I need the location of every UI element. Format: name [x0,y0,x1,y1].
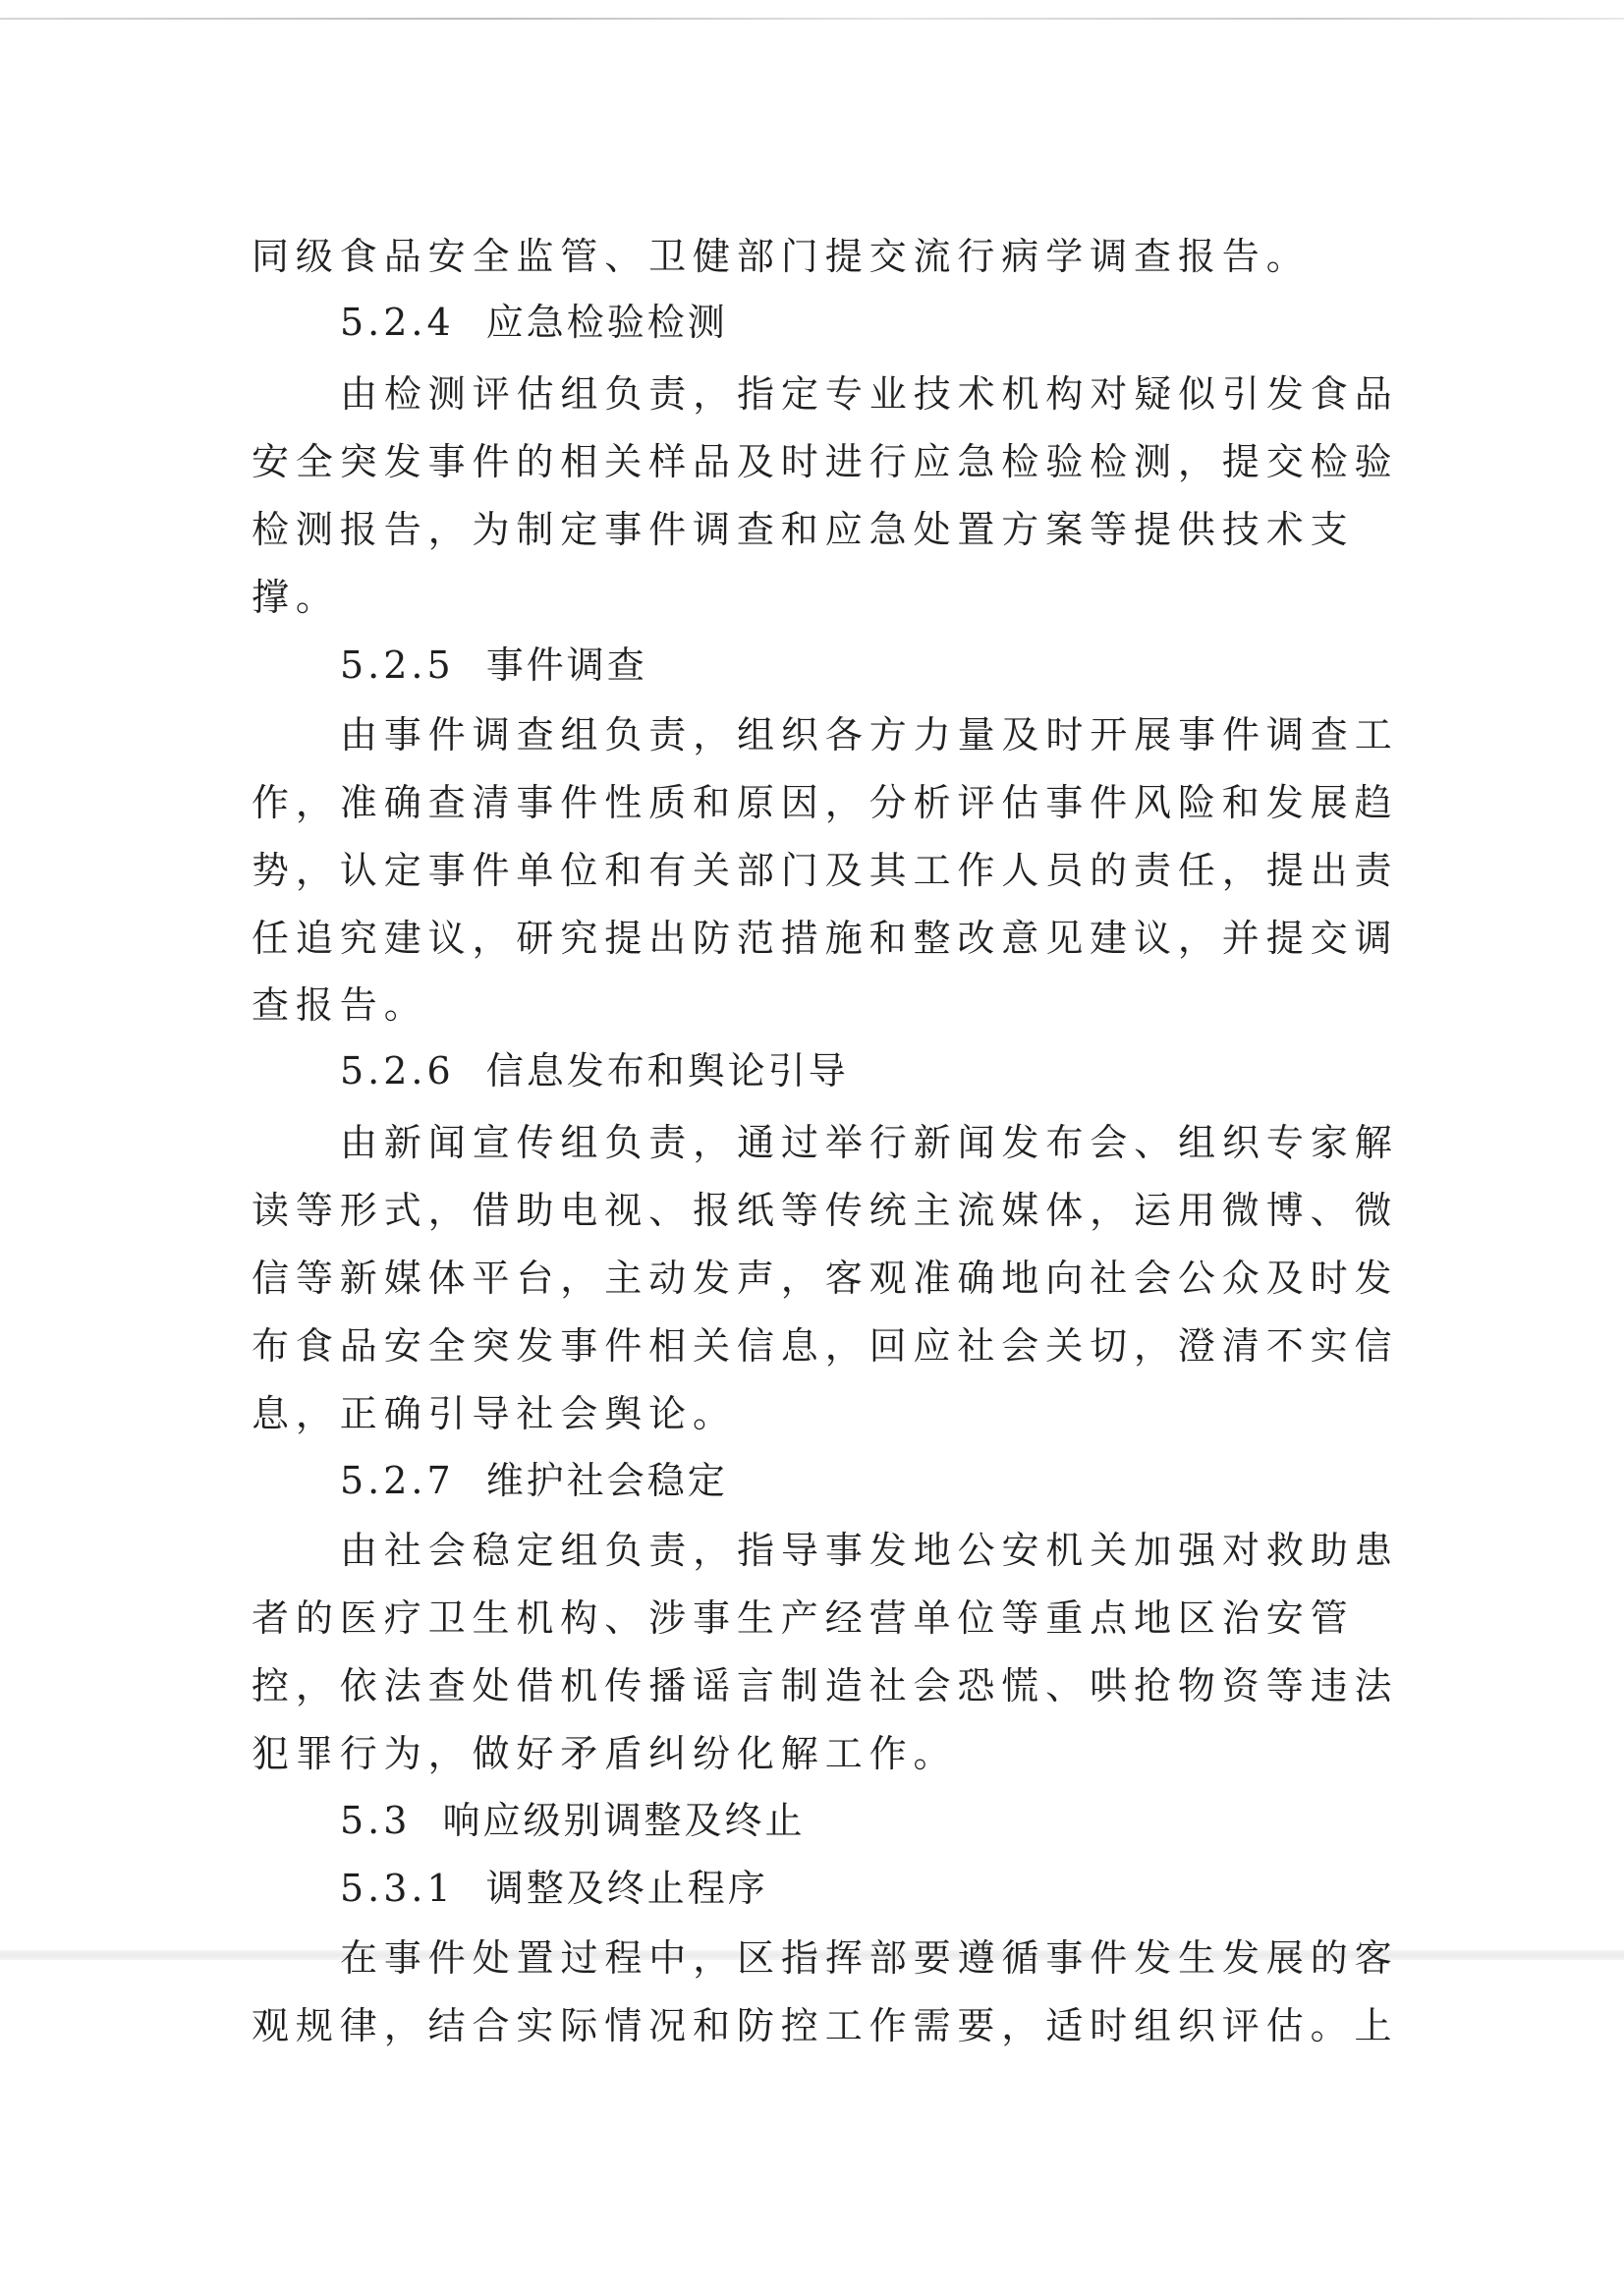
body-line: 由社会稳定组负责，指导事发地公安机关加强对救助患 [340,1529,1399,1572]
body-line: 撑。 [252,576,340,619]
body-line: 安全突发事件的相关样品及时进行应急检验检测，提交检验 [252,440,1399,483]
body-line: 者的医疗卫生机构、涉事生产经营单位等重点地区治安管 [252,1596,1355,1640]
section-title: 信息发布和舆论引导 [485,1049,849,1092]
body-line: 势，认定事件单位和有关部门及其工作人员的责任，提出责 [252,849,1399,892]
section-title: 维护社会稳定 [485,1459,728,1502]
section-heading-5-3 [340,1797,805,1844]
section-heading-5-2-7 [340,1457,728,1504]
section-title: 事件调查 [485,644,647,687]
section-heading-5-2-4 [340,299,728,346]
body-line: 由事件调查组负责，组织各方力量及时开展事件调查工 [340,713,1399,756]
section-number: 5.3 [340,1799,412,1842]
section-number: 5.2.5 [340,644,455,687]
body-line: 观规律，结合实际情况和防控工作需要，适时组织评估。上 [252,2004,1399,2047]
body-line: 信等新媒体平台，主动发声，客观准确地向社会公众及时发 [252,1257,1399,1300]
body-line: 控，依法查处借机传播谣言制造社会恐慌、哄抢物资等违法 [252,1664,1399,1707]
section-heading-5-2-5 [340,642,647,689]
body-line: 读等形式，借助电视、报纸等传统主流媒体，运用微博、微 [252,1189,1399,1232]
body-line: 由检测评估组负责，指定专业技术机构对疑似引发食品 [340,372,1399,416]
section-heading-5-2-6 [340,1047,849,1094]
section-number: 5.2.6 [340,1049,455,1092]
body-line: 作，准确查清事件性质和原因，分析评估事件风险和发展趋 [252,781,1399,824]
section-title: 应急检验检测 [485,301,728,344]
section-number: 5.2.4 [340,301,455,344]
section-title: 调整及终止程序 [485,1867,768,1910]
body-line: 息，正确引导社会舆论。 [252,1392,737,1435]
body-line: 犯罪行为，做好矛盾纠纷化解工作。 [252,1732,958,1775]
body-line: 由新闻宣传组负责，通过举行新闻发布会、组织专家解 [340,1121,1399,1164]
body-line: 任追究建议，研究提出防范措施和整改意见建议，并提交调 [252,917,1399,960]
section-heading-5-3-1 [340,1865,768,1912]
body-line: 布食品安全突发事件相关信息，回应社会关切，澄清不实信 [252,1324,1399,1368]
body-line: 在事件处置过程中，区指挥部要遵循事件发生发展的客 [340,1936,1399,1980]
body-line: 检测报告，为制定事件调查和应急处置方案等提供技术支 [252,508,1355,551]
section-number: 5.2.7 [340,1459,455,1502]
body-line: 查报告。 [252,983,428,1027]
body-line: 同级食品安全监管、卫健部门提交流行病学调查报告。 [252,235,1311,278]
section-title: 响应级别调整及终止 [442,1799,806,1842]
section-number: 5.3.1 [340,1867,455,1910]
